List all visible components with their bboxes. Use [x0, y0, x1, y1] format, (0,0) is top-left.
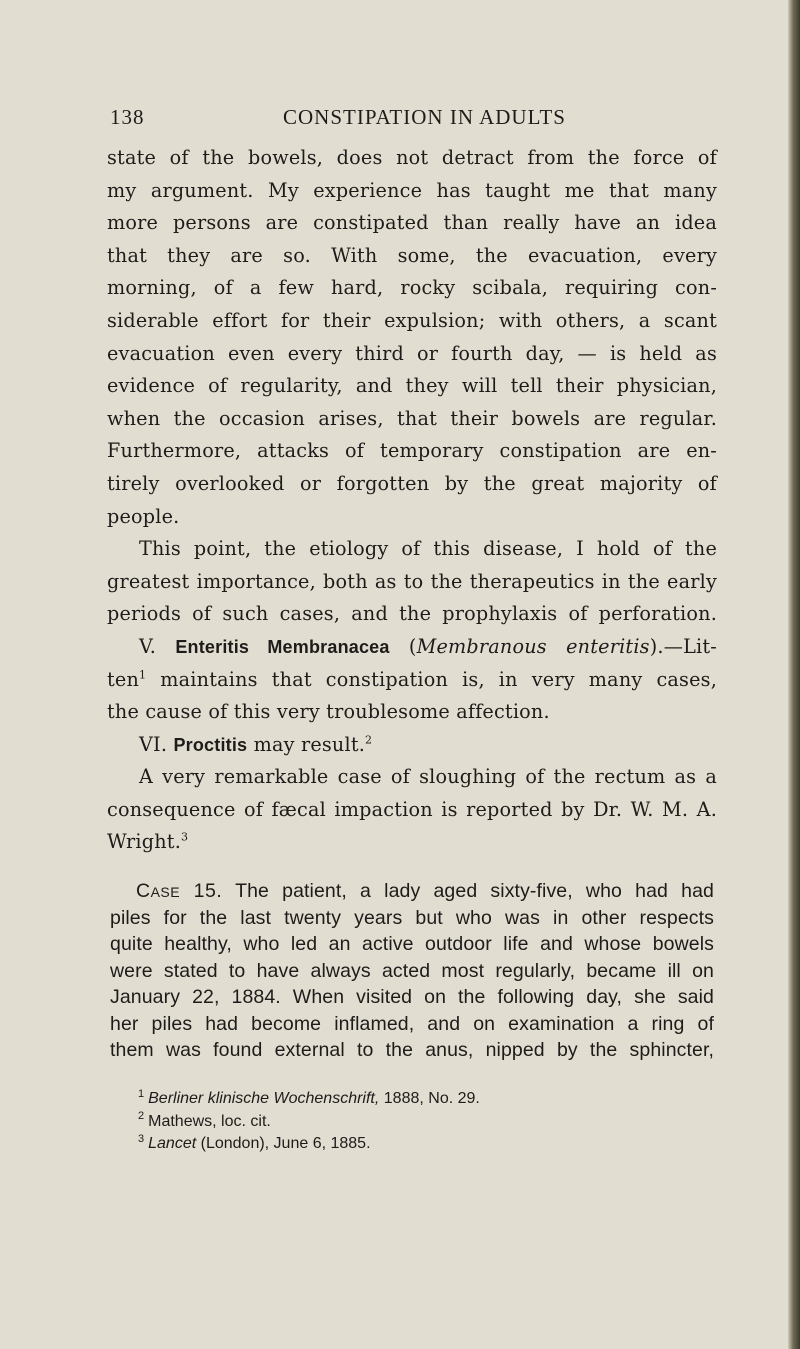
footnote-number: 3	[138, 1132, 145, 1145]
footnotes	[138, 1088, 698, 1156]
footnote-text: Mathews, loc. cit.	[148, 1112, 271, 1130]
body-line: my argument. My experience has taught me that many	[107, 178, 717, 202]
page-number: 138	[110, 105, 145, 129]
footnote	[138, 1088, 698, 1111]
case-report	[110, 878, 714, 1064]
footnote-ref: 3	[181, 831, 189, 845]
footnote-number: 2	[138, 1110, 145, 1123]
body-line: that they are so. With some, the evacuation, every	[107, 243, 717, 267]
section-heading: Enteritis Membranacea	[175, 636, 390, 657]
section-numeral: V.	[139, 634, 156, 658]
page-header	[110, 105, 710, 135]
paren: (	[389, 634, 417, 658]
footnote-title: Lancet	[148, 1135, 197, 1152]
footnote	[138, 1133, 698, 1156]
body-line: Furthermore, attacks of temporary constipation are en-	[107, 439, 717, 463]
body-line: the cause of this very troublesome affection.	[107, 700, 550, 724]
section-heading: Proctitis	[173, 734, 248, 755]
section-heading-translation: Membranous enteritis	[416, 634, 650, 658]
section-text: ten	[107, 667, 140, 691]
footnote-number: 1	[138, 1087, 145, 1100]
footnote-ref: 1	[139, 668, 147, 682]
body-line: more persons are constipated than really have an idea	[107, 211, 717, 235]
body-line: greatest importance, both as to the therapeutics in the early	[107, 569, 717, 593]
body-line	[107, 664, 717, 697]
case-line: her piles had become inflamed, and on examination a ring of	[110, 1012, 714, 1035]
case-line: January 22, 1884. When visited on the following day, she said	[110, 986, 714, 1008]
running-head: CONSTIPATION IN ADULTS	[283, 105, 566, 129]
body-text	[107, 142, 717, 859]
body-line: people.	[107, 504, 180, 528]
body-line: evacuation even every third or fourth day, — is held as	[107, 341, 717, 365]
section-numeral: VI.	[139, 732, 168, 756]
body-line: when the occasion arises, that their bowels are regular.	[107, 406, 717, 430]
footnote-title: Berliner klinische Wochenschrift,	[148, 1090, 380, 1107]
body-line: tirely overlooked or forgotten by the great majority of	[107, 471, 717, 495]
body-line	[107, 826, 717, 859]
case-text: The patient, a lady aged sixty-five, who had had	[222, 880, 714, 902]
case-line: piles for the last twenty years but who was in other respects	[110, 906, 714, 929]
body-line: state of the bowels, does not detract from the force of	[107, 146, 717, 169]
section-text: maintains that constipation is, in very many cases,	[146, 667, 717, 691]
section-text: Wright.	[107, 830, 182, 854]
body-line: periods of such cases, and the prophylaxis of perforation.	[107, 602, 717, 626]
footnote-ref: 2	[365, 733, 373, 747]
case-line: were stated to have always acted most regularly, became ill on	[110, 959, 714, 982]
case-line	[110, 878, 714, 905]
footnote-text: (London), June 6, 1885.	[196, 1135, 371, 1152]
section-vi-line	[107, 729, 717, 762]
body-line: A very remarkable case of sloughing of the rectum as a	[139, 765, 717, 789]
page-edge-shadow	[788, 0, 800, 1349]
body-line: morning, of a few hard, rocky scibala, requiring con-	[107, 276, 717, 300]
case-line: quite healthy, who led an active outdoor life and whose bowels	[110, 933, 714, 955]
body-line: This point, the etiology of this disease, I hold of the	[139, 537, 717, 561]
paren: ).	[649, 634, 664, 658]
body-line: siderable effort for their expulsion; with others, a scant	[107, 308, 717, 332]
body-line: consequence of fæcal impaction is reported by Dr. W. M. A.	[107, 797, 717, 821]
footnote-text: 1888, No. 29.	[379, 1090, 480, 1107]
footnote	[138, 1111, 698, 1134]
section-text: —Lit-	[663, 634, 717, 658]
section-v-heading-line	[107, 631, 717, 664]
case-line: them was found external to the anus, nipped by the sphincter,	[110, 1039, 714, 1061]
section-text: may result.	[247, 732, 366, 756]
body-line: evidence of regularity, and they will tell their physician,	[107, 374, 717, 398]
case-label: Case 15.	[136, 880, 223, 902]
